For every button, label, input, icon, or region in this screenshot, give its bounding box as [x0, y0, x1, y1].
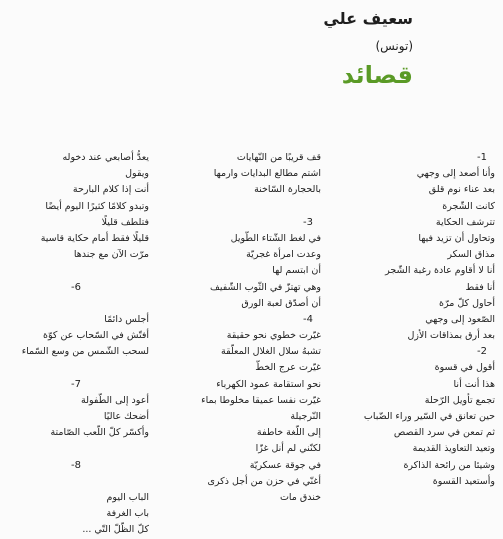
poem-line: وشيئا من رائحة الذاكرة — [403, 459, 495, 471]
poem-line: وأكسّر كلّ اللّعب الصّامتة — [50, 427, 149, 439]
section-number: 4- — [303, 313, 313, 325]
poem-column-right — [325, 150, 495, 490]
section-number: 2- — [477, 346, 487, 358]
poet-name: سعيف علي — [323, 9, 413, 28]
poem-line: فتلطف قليلًا — [101, 216, 149, 228]
poem-line — [3, 360, 149, 376]
poem-line: وتحاول أن تزيد فيها — [418, 232, 495, 244]
poem-line: كانت الشّجرة — [442, 200, 495, 212]
poem-line: وتعيد التعاويذ القديمة — [412, 443, 495, 455]
section-number: 6- — [71, 281, 81, 293]
section-title: قصائد — [341, 61, 413, 89]
poem-line: أن أصدّق لعبة الورق — [241, 297, 321, 309]
poem-line — [3, 296, 149, 312]
poem-line: ثم تمعن في سرد القصص — [393, 427, 495, 439]
poem-line: قليلًا فقط أمام حكاية قاسية — [40, 232, 149, 244]
poem-line: قف قريبًا من النّهايات — [236, 152, 321, 163]
poem-line — [3, 263, 149, 279]
poem-line: مذاق السكر — [447, 249, 495, 261]
poem-line: وتبدو كلامًا كثيرًا اليوم أيضًا — [45, 200, 149, 212]
header — [323, 10, 413, 88]
poem-line: غيّرت عرج الخطّ — [255, 362, 321, 374]
poem-line: أجلس دائمًا — [104, 313, 149, 325]
poem-line: بعد عناء نوم قلق — [428, 184, 495, 196]
poem-line: أحاول كلّ مرّة — [439, 297, 495, 309]
poem-line — [3, 441, 149, 457]
poem-line: أنت إذا كلام البارحة — [72, 184, 149, 196]
poem-line: أضحك عاليًا — [103, 411, 149, 422]
poem-line: أقول في قسوة — [434, 362, 495, 374]
poem-column-middle — [153, 150, 321, 506]
section-number: 1- — [477, 152, 487, 163]
poem-line — [3, 474, 149, 490]
poem-line: ويقول — [125, 168, 149, 180]
poem-line: في لغط الشّتاء الطّويل — [230, 232, 321, 244]
poem-line: أغنّي في حزن من أجل ذكرى — [207, 475, 321, 487]
poem-line: وأستعيد القسوة — [432, 475, 495, 487]
poem-line: بعد أرق بمذاقات الأزل — [407, 330, 495, 342]
section-number: 8- — [71, 459, 81, 471]
poem-line: تترشف الحكاية — [435, 216, 495, 228]
poem-line: يعدُّ أصابعي عند دخوله — [62, 152, 149, 163]
poem-line: لسحب الشّمس من وسع السّماء — [21, 346, 149, 358]
poem-line: اشتم مطالع البدايات وارمها — [213, 168, 321, 180]
poem-line: وأنا أصعد إلى وجهي — [416, 168, 495, 180]
poem-line: أن ابتسم لها — [272, 265, 321, 277]
poem-line: كلّ الظّلّ التّي ... — [82, 524, 149, 536]
section-number: 7- — [71, 378, 81, 390]
poem-line: هذا أنت أنا — [453, 378, 495, 390]
poet-country: (تونس) — [375, 39, 413, 53]
poem-line: نحو استقامة عمود الكهرباء — [216, 378, 321, 390]
poem-line — [153, 199, 321, 215]
poem-line: مرّت الآن مع جندها — [73, 249, 149, 261]
poem-line: وهي تهتزّ في الثّوب الشّفيف — [210, 281, 321, 293]
section-number: 3- — [303, 216, 313, 228]
poem-line: إلى اللّغة خاطفة — [256, 427, 321, 439]
poem-line: الباب اليوم — [106, 491, 149, 503]
poem-line: باب الغرفة — [106, 508, 149, 520]
poem-line: الصّعود إلى وجهي — [425, 313, 495, 325]
poem-column-left — [3, 150, 149, 539]
poem-line: في جوقة عسكريّة — [249, 459, 321, 471]
poem-line: لكنّني لم أنل غزّا — [255, 443, 321, 455]
poem-line: أفتّش في السّحاب عن كوّة — [43, 330, 149, 342]
poem-line: تشبهُ سلال الغلال المعلّقة — [220, 346, 321, 358]
poem-line: غيّرت خطوي نحو حقيقة — [226, 330, 321, 342]
poem-line: حين تعانق في السّير وراء الضّباب — [363, 411, 495, 422]
poem-line: بالحجارة السّاخنة — [254, 184, 321, 196]
poem-line: النّرجيلة — [290, 411, 321, 422]
poem-line: خندق مات — [279, 491, 321, 503]
poem-line: تجمع تأويل الرّحلة — [424, 394, 495, 406]
poem-line: أنا لا أقاوم عادة رغبة الشّجر — [385, 265, 495, 277]
poem-line: غيّرت نفسا عميقا مخلوطا بماء — [201, 394, 321, 406]
poem-line: وعدت امرأة غجريّة — [246, 249, 321, 261]
poem-line: أنا فقط — [465, 281, 495, 293]
poem-line: أعود إلى الطّفولة — [81, 394, 149, 406]
